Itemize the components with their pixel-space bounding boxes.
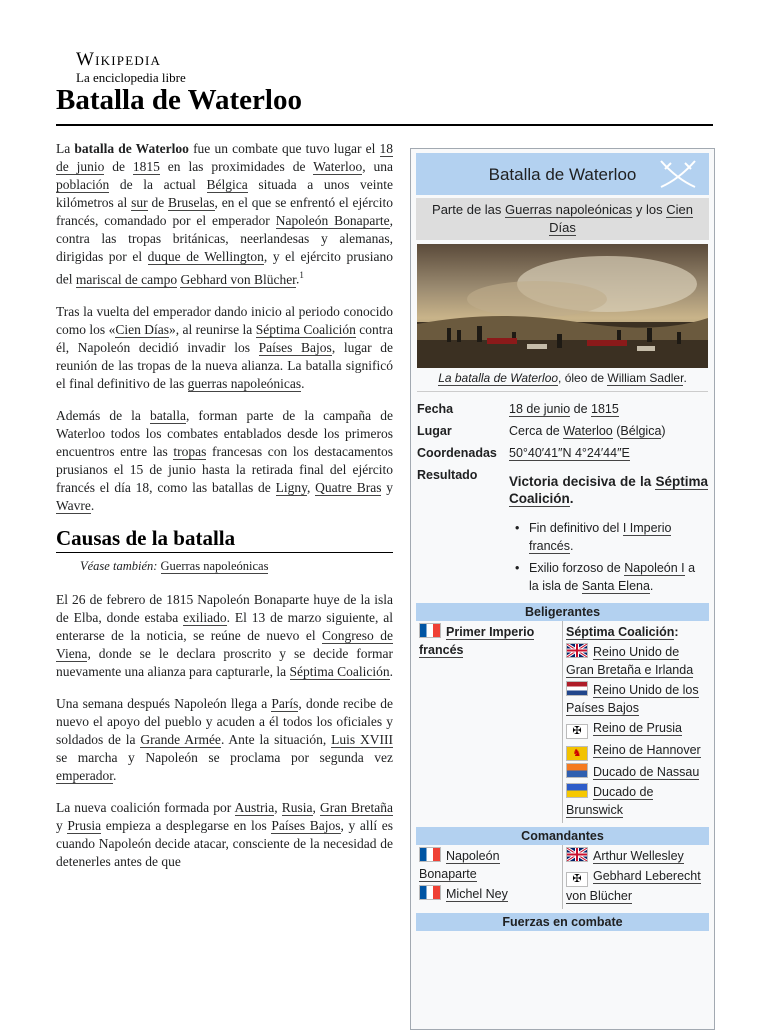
wikipedia-logo[interactable] <box>76 50 206 86</box>
battle-painting-image[interactable] <box>417 244 708 368</box>
reference-link[interactable]: 1 <box>299 270 304 280</box>
text-run: , <box>306 479 316 495</box>
article-body <box>56 140 393 885</box>
inline-link[interactable]: batalla <box>149 407 186 423</box>
flag-fr-icon <box>419 623 441 638</box>
inline-link[interactable]: Gebhard Leberecht von Blücher <box>566 869 701 903</box>
inline-link[interactable]: I Imperio francés <box>529 521 672 553</box>
inline-link[interactable]: Congreso de Viena <box>56 627 393 661</box>
inline-link[interactable]: Séptima Coalición <box>289 663 390 679</box>
inline-link[interactable]: Wavre <box>56 497 91 513</box>
text-run: de <box>104 159 133 174</box>
text-run: . <box>649 579 654 593</box>
inline-link[interactable]: Napoleón Bonaparte <box>275 213 390 228</box>
text-run: . <box>683 371 687 385</box>
text-run: Tras la vuelta del emperador dando inicio al periodo conocido como los « <box>56 303 393 337</box>
text-run: , en el que se enfrentó el ejército francés, comandado por el emperador <box>56 195 393 228</box>
logo-wordmark: Wikipedia <box>76 49 162 70</box>
commanders-right <box>563 845 709 909</box>
text-run: Victoria decisiva de la <box>509 474 656 489</box>
infobox-row-key: Fecha <box>417 402 454 416</box>
text-run: situada a unos veinte kilómetros al <box>56 177 393 210</box>
flag-hv-icon: ♞ <box>566 746 588 761</box>
flag-ns-icon <box>566 763 588 778</box>
inline-link[interactable]: La batalla de Waterloo <box>438 371 559 385</box>
text-run: . Ante la situación, <box>220 731 332 747</box>
inline-link[interactable]: París <box>271 695 299 711</box>
belligerents-header: Beligerantes <box>416 603 709 621</box>
causas-paragraph-1 <box>56 591 393 681</box>
inline-link[interactable]: Luis XVIII <box>331 731 393 747</box>
result-bullet <box>509 519 708 555</box>
logo-tagline: La enciclopedia libre <box>76 70 186 85</box>
section-heading-causas: Causas de la batalla <box>56 529 393 553</box>
result-bullet <box>509 559 708 595</box>
text-run: ) <box>661 424 666 438</box>
inline-link[interactable]: duque de Wellington <box>147 249 264 264</box>
inline-link[interactable]: Ligny <box>275 479 307 495</box>
inline-link[interactable]: Países Bajos <box>258 339 332 355</box>
infobox-row <box>417 444 708 462</box>
text-run: de <box>147 195 168 210</box>
text-run: y <box>381 479 394 495</box>
commanders-left <box>416 845 563 909</box>
party-entry <box>566 847 706 865</box>
party-entry <box>566 719 706 739</box>
inline-link[interactable]: Gebhard von Blücher <box>180 271 296 287</box>
text-run: . <box>112 767 117 783</box>
inline-link[interactable]: Napoleón I <box>624 561 685 575</box>
text-run: fue un combate que tuvo lugar el <box>188 141 380 156</box>
flag-uk-icon <box>566 847 588 862</box>
image-caption <box>417 371 708 392</box>
inline-link[interactable]: Grande Armée <box>140 731 221 747</box>
infobox-row <box>417 400 708 418</box>
party-entry <box>566 763 706 781</box>
forces-header: Fuerzas en combate <box>416 913 709 931</box>
inline-link[interactable]: William Sadler <box>607 371 684 385</box>
text-run: Parte de las <box>432 202 506 217</box>
text-run: de <box>570 402 592 416</box>
inline-link[interactable]: exiliado <box>183 609 227 625</box>
inline-link[interactable]: 18 de junio <box>56 141 393 174</box>
coalition-title <box>566 623 706 641</box>
inline-link[interactable]: emperador <box>56 767 113 783</box>
text-run: , una <box>362 159 394 174</box>
party-entry <box>566 643 706 679</box>
inline-link[interactable]: Santa Elena <box>581 579 650 593</box>
inline-link[interactable]: Napoleón Bonaparte <box>419 849 500 881</box>
infobox-row-value <box>509 400 708 418</box>
party-entry <box>566 741 706 761</box>
inline-link[interactable]: tropas <box>173 443 207 459</box>
inline-link[interactable]: 18 de junio <box>509 402 571 416</box>
see-also-prefix: Véase también: <box>80 558 158 573</box>
inline-link[interactable]: Reino de Hannover <box>593 743 701 757</box>
party-entry <box>419 885 559 903</box>
party-entry <box>566 681 706 717</box>
see-also-link[interactable]: Guerras napoleónicas <box>160 558 269 573</box>
see-also-note <box>80 557 393 575</box>
inline-link[interactable]: Quatre Bras <box>315 479 382 495</box>
text-run: Además de la <box>56 407 150 423</box>
flag-br-icon <box>566 783 588 798</box>
causas-paragraph-3 <box>56 799 393 871</box>
text-run: contra él, Napoleón decidió invadir los <box>56 321 394 355</box>
intro-paragraph-2 <box>56 303 393 393</box>
flag-fr-icon <box>419 885 441 900</box>
text-run: en las proximidades de <box>159 159 314 174</box>
text-run: y los <box>632 202 667 217</box>
text-run: ( <box>612 424 621 438</box>
text-run: Exilio forzoso de <box>529 561 625 575</box>
infobox <box>410 148 715 1030</box>
inline-link[interactable]: Waterloo <box>563 424 613 438</box>
text-run: a la isla de <box>529 561 696 593</box>
text-run: , y allí es cuando Napoleón decide atacar, consciente de la necesidad de detenerles antes de que <box>56 817 394 869</box>
text-run: , <box>312 799 320 815</box>
inline-link[interactable]: Séptima Coalición <box>255 321 356 337</box>
inline-link[interactable]: Rusia <box>281 799 313 815</box>
flag-pr-icon: ✠ <box>566 724 588 739</box>
result-main <box>509 473 708 507</box>
inline-link[interactable]: Austria <box>234 799 275 815</box>
inline-link[interactable]: Reino Unido de Gran Bretaña e Irlanda <box>566 645 694 677</box>
inline-link[interactable]: Michel Ney <box>446 887 508 901</box>
flag-nl-icon <box>566 681 588 696</box>
text-run: , forman parte de la campaña de Waterloo todos los combates entablados desde los primeros encuentros entre las <box>56 407 393 459</box>
text-run: Una semana después Napoleón llega a <box>56 695 272 711</box>
text-run: Fin definitivo del <box>529 521 623 535</box>
inline-link[interactable]: Prusia <box>67 817 102 833</box>
inline-link[interactable]: 50°40′41″N 4°24′44″E <box>509 446 630 460</box>
text-run: se marcha y Napoleón se proclama por segunda vez <box>56 749 393 765</box>
bold-text: batalla de Waterloo <box>74 141 189 156</box>
belligerents-left <box>416 621 563 823</box>
text-run: La nueva coalición formada por <box>56 799 235 815</box>
text-run: , donde recibe de nuevo el apoyo del pueblo y acuden a él todos los oficiales y soldados de la <box>56 695 393 747</box>
bold-text: : <box>674 625 679 639</box>
text-run: », al reunirse la <box>168 321 256 337</box>
inline-link[interactable]: guerras napoleónicas <box>187 375 302 391</box>
text-run: La <box>56 141 75 156</box>
infobox-row-value <box>509 444 708 462</box>
intro-paragraph-1 <box>56 140 393 289</box>
text-run: . El 13 de marzo siguiente, al enterarse de la noticia, se reúne de nuevo el <box>56 609 394 643</box>
intro-paragraph-3 <box>56 407 393 515</box>
inline-link[interactable]: Séptima Coalición <box>566 625 675 639</box>
text-run: de la actual <box>109 177 207 192</box>
inline-link[interactable]: población <box>56 177 110 192</box>
inline-link[interactable]: Reino Unido de los Países Bajos <box>566 683 699 715</box>
belligerents-row <box>416 621 709 823</box>
text-run: . <box>569 491 574 506</box>
party-entry <box>419 623 559 659</box>
result-bullets <box>509 519 708 595</box>
inline-link[interactable]: Bélgica <box>620 424 662 438</box>
text-run: . <box>570 539 574 553</box>
text-run: , donde se le declara proscrito y se decide formar nuevamente una alianza para capturarle, la <box>56 645 393 679</box>
crossed-swords-icon <box>657 157 699 191</box>
infobox-row-key: Lugar <box>417 424 452 438</box>
page-title: Batalla de Waterloo <box>56 84 302 116</box>
text-run: , óleo de <box>558 371 608 385</box>
infobox-part-of <box>416 198 709 240</box>
inline-link[interactable]: mariscal de campo <box>75 271 178 287</box>
inline-link[interactable]: Waterloo <box>313 159 363 174</box>
infobox-row-key: Coordenadas <box>417 446 497 460</box>
text-run: francesas con los destacamentos prusianos el 15 de junio hasta la retirada final del ejército francés el día 18, como las batallas de <box>56 443 394 495</box>
inline-link[interactable]: sur <box>131 195 148 210</box>
inline-link[interactable]: Ducado de Nassau <box>593 765 700 779</box>
party-entry <box>566 783 706 819</box>
text-run: . <box>90 497 95 513</box>
text-run: El 26 de febrero de 1815 Napoleón Bonaparte huye de la isla de Elba, donde estaba <box>56 591 393 625</box>
inline-link[interactable]: Gran Bretaña <box>319 799 394 815</box>
flag-pr-icon: ✠ <box>566 872 588 887</box>
text-run: , <box>274 799 282 815</box>
inline-link[interactable]: Bruselas <box>168 195 215 210</box>
text-run: . <box>301 375 305 391</box>
inline-link[interactable]: Arthur Wellesley <box>593 849 684 863</box>
party-entry <box>566 867 706 905</box>
text-run: y <box>56 817 68 833</box>
inline-link[interactable]: Bélgica <box>206 177 248 192</box>
text-run: Cerca de <box>509 424 564 438</box>
text-run: empieza a desplegarse en los <box>101 817 272 833</box>
text-run: , lugar de reunión de las tropas de la nueva alianza. La batalla significó el final definitivo de las <box>56 339 393 391</box>
inline-link[interactable]: Cien Días <box>549 202 693 235</box>
inline-link[interactable]: Reino de Prusia <box>593 721 682 735</box>
flag-fr-icon <box>419 847 441 862</box>
text-run: , y el ejército prusiano del <box>56 249 393 287</box>
infobox-title: Batalla de Waterloo <box>488 165 637 184</box>
inline-link[interactable]: Primer Imperio francés <box>419 625 535 657</box>
infobox-row <box>417 422 708 440</box>
result-row <box>417 466 708 599</box>
flag-uk-icon <box>566 643 588 658</box>
text-run: , contra las tropas británicas, neerlandesas y alemanas, dirigidas por el <box>56 213 393 264</box>
inline-link[interactable]: 1815 <box>132 159 160 174</box>
commanders-row <box>416 845 709 909</box>
commanders-header: Comandantes <box>416 827 709 845</box>
inline-link[interactable]: Guerras napoleónicas <box>505 202 633 217</box>
inline-link[interactable]: Séptima Coalición <box>509 474 708 506</box>
title-divider <box>56 124 713 126</box>
text-run: . <box>389 663 393 679</box>
infobox-title-bar <box>416 153 709 195</box>
inline-link[interactable]: 1815 <box>591 402 619 416</box>
belligerents-right <box>563 621 709 823</box>
inline-link[interactable]: Países Bajos <box>271 817 341 833</box>
party-entry <box>419 847 559 883</box>
result-label: Resultado <box>417 468 478 482</box>
text-run: . <box>295 271 300 287</box>
causas-paragraph-2 <box>56 695 393 785</box>
inline-link[interactable]: Cien Días <box>115 321 169 337</box>
inline-link[interactable]: Ducado de Brunswick <box>566 785 654 817</box>
infobox-row-value <box>509 422 708 440</box>
